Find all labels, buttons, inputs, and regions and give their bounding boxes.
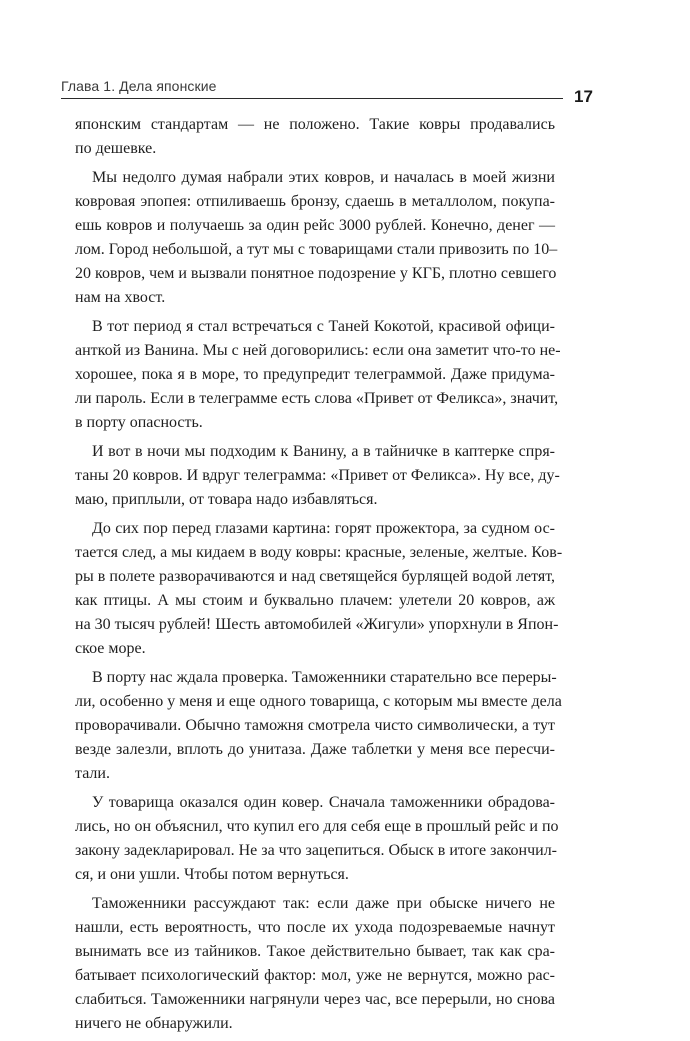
text-line: по дешевке. [75, 140, 157, 157]
text-line: анткой из Ванина. Мы с ней договорились: если она заметит что-то не- [75, 342, 561, 359]
header-rule [61, 98, 563, 99]
paragraph [75, 166, 558, 310]
text-line: ры в полете разворачиваются и над светящейся бурлящей водой летят, [75, 568, 555, 585]
text-line: ли пароль. Если в телеграмме есть слова «Привет от Феликса», значит, [75, 390, 559, 407]
running-head: Глава 1. Дела японские [61, 78, 217, 94]
text-line: ское море. [75, 640, 146, 657]
text-line: маю, приплыли, от товара надо избавляться. [75, 491, 378, 508]
paragraph [75, 666, 562, 786]
text-line: И вот в ночи мы подходим к Ванину, а в тайничке в каптерке спря- [92, 443, 555, 460]
text-line: В порту нас ждала проверка. Таможенники старательно все переры- [92, 669, 557, 686]
text-line: таны 20 ковров. И вдруг телеграмма: «Привет от Феликса». Ну все, ду- [75, 467, 560, 484]
text-line: проворачивали. Обычно таможня смотрела чисто символически, а тут [75, 717, 555, 734]
text-line: японским стандартам — не положено. Такие ковры продавались [75, 116, 555, 133]
text-line: лом. Город небольшой, а тут мы с товарищами стали привозить по 10– [75, 241, 558, 258]
text-line: Мы недолго думая набрали этих ковров, и началась в моей жизни [92, 169, 555, 186]
paragraph [75, 517, 563, 661]
text-line: В тот период я стал встречаться с Таней Кокотой, красивой офици- [92, 318, 555, 335]
paragraph [75, 892, 555, 1036]
text-line: везде залезли, вплоть до унитаза. Даже таблетки у меня все пересчи- [75, 741, 555, 758]
text-line: У товарища оказался один ковер. Сначала таможенники обрадова- [92, 794, 555, 811]
text-line: хорошее, пока я в море, то предупредит телеграммой. Даже придума- [75, 366, 555, 383]
text-line: Таможенники рассуждают так: если даже при обыске ничего не [92, 895, 555, 912]
text-line: ничего не обнаружили. [75, 1015, 233, 1032]
text-line: 20 ковров, чем и вызвали понятное подозрение у КГБ, плотно севшего [75, 265, 557, 282]
text-line: нам на хвост. [75, 289, 166, 306]
text-line: ся, и они ушли. Чтобы потом вернуться. [75, 866, 349, 883]
text-line: тали. [75, 765, 110, 782]
text-line: тается след, а мы кидаем в воду ковры: красные, зеленые, желтые. Ков- [75, 544, 563, 561]
text-line: слабиться. Таможенники нагрянули через час, все перерыли, но снова [75, 991, 555, 1008]
text-line: вынимать все из тайников. Такое действительно бывает, так как сра- [75, 943, 555, 960]
text-line: закону задекларировал. Не за что зацепиться. Обыск в итоге закончил- [75, 842, 558, 859]
text-line: лись, но он объяснил, что купил его для себя еще в прошлый рейс и по [75, 818, 559, 835]
text-line: батывает психологический фактор: мол, уже не вернутся, можно рас- [75, 967, 555, 984]
text-line: ешь ковров и получаешь за один рейс 3000 рублей. Конечно, денег — [75, 217, 555, 234]
page-number: 17 [574, 87, 593, 106]
text-line: нашли, есть вероятность, что после их ухода подозреваемые начнут [75, 919, 555, 936]
text-line: ковровая эпопея: отпиливаешь бронзу, сдаешь в металлолом, покупа- [75, 193, 555, 210]
text-line: как птицы. А мы стоим и буквально плачем: улетели 20 ковров, аж [75, 592, 555, 609]
body-text [75, 113, 563, 1041]
text-line: До сих пор перед глазами картина: горят прожектора, за судном ос- [92, 520, 555, 537]
text-line: на 30 тысяч рублей! Шесть автомобилей «Жигули» упорхнули в Япон- [75, 616, 559, 633]
paragraph [75, 440, 560, 512]
text-line: ли, особенно у меня и еще одного товарища, с которым мы вместе дела [75, 693, 562, 710]
paragraph [75, 315, 561, 435]
paragraph [75, 791, 559, 887]
paragraph [75, 113, 555, 161]
text-line: в порту опасность. [75, 414, 203, 431]
